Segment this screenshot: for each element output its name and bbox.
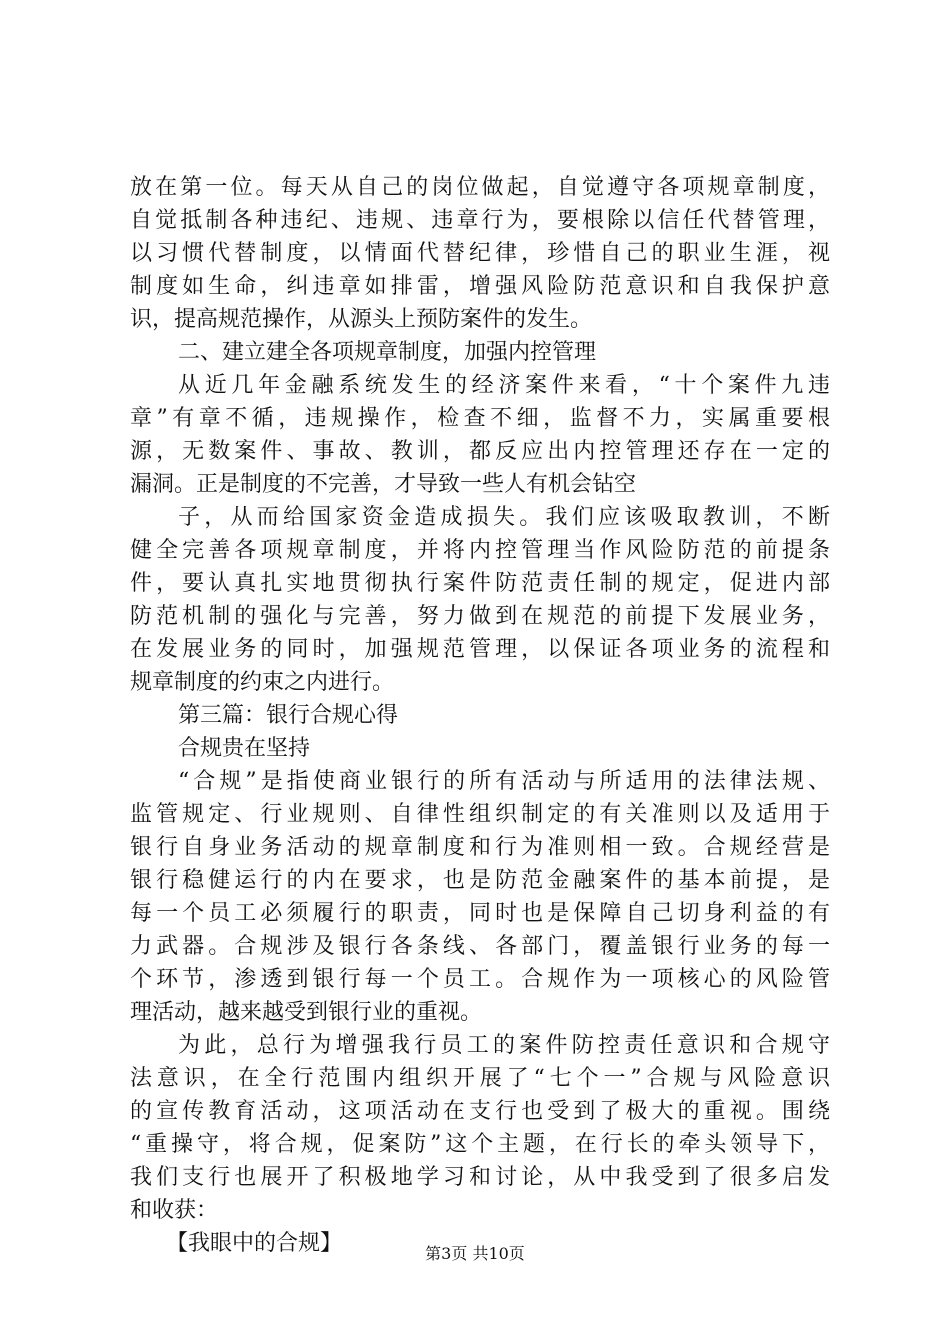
paragraph-line: 源，无数案件、事故、教训，都反应出内控管理还存在一定的	[130, 439, 830, 464]
page-number: 第3页 共10页	[425, 1244, 525, 1263]
paragraph-line: 自觉抵制各种违纪、违规、违章行为，要根除以信任代替管理，	[130, 208, 830, 233]
paragraph-line: 防范机制的强化与完善，努力做到在规范的前提下发展业务，	[130, 604, 830, 629]
paragraph-line: 和收获：	[130, 1198, 219, 1223]
paragraph-line: 个环节，渗透到银行每一个员工。合规作为一项核心的风险管	[130, 967, 830, 992]
paragraph-line: “合规”是指使商业银行的所有活动与所适用的法律法规、	[178, 769, 830, 794]
paragraph-line: 理活动，越来越受到银行业的重视。	[130, 1000, 483, 1025]
paragraph-line: 的宣传教育活动，这项活动在支行也受到了极大的重视。围绕	[130, 1099, 830, 1124]
paragraph-line: 放在第一位。每天从自己的岗位做起，自觉遵守各项规章制度，	[130, 175, 830, 200]
paragraph-line: 力武器。合规涉及银行各条线、各部门，覆盖银行业务的每一	[130, 934, 830, 959]
paragraph-line: 法意识，在全行范围内组织开展了“七个一”合规与风险意识	[130, 1066, 830, 1091]
paragraph-line: 子，从而给国家资金造成损失。我们应该吸取教训，不断	[178, 505, 830, 530]
paragraph-line: 制度如生命，纠违章如排雷，增强风险防范意识和自我保护意	[130, 274, 830, 299]
paragraph-line: 健全完善各项规章制度，并将内控管理当作风险防范的前提条	[130, 538, 830, 563]
chapter-title: 第三篇：银行合规心得	[178, 703, 399, 728]
document-body	[130, 171, 830, 1260]
paragraph-line: 银行稳健运行的内在要求，也是防范金融案件的基本前提，是	[130, 868, 830, 893]
paragraph-line: 规章制度的约束之内进行。	[130, 670, 395, 695]
paragraph-line: 银行自身业务活动的规章制度和行为准则相一致。合规经营是	[130, 835, 830, 860]
paragraph-line: 从近几年金融系统发生的经济案件来看，“十个案件九违	[178, 373, 830, 398]
paragraph-line: 在发展业务的同时，加强规范管理，以保证各项业务的流程和	[130, 637, 830, 662]
paragraph-line: 每一个员工必须履行的职责，同时也是保障自己切身利益的有	[130, 901, 830, 926]
paragraph-line: 监管规定、行业规则、自律性组织制定的有关准则以及适用于	[130, 802, 830, 827]
paragraph-line: 件，要认真扎实地贯彻执行案件防范责任制的规定，促进内部	[130, 571, 830, 596]
paragraph-line: “重操守，将合规，促案防”这个主题，在行长的牵头领导下，	[130, 1132, 830, 1157]
paragraph-line: 漏洞。正是制度的不完善，才导致一些人有机会钻空	[130, 472, 637, 497]
subsection-heading: 【我眼中的合规】	[166, 1231, 343, 1256]
paragraph-line: 识，提高规范操作，从源头上预防案件的发生。	[130, 307, 593, 332]
paragraph-line: 为此，总行为增强我行员工的案件防控责任意识和合规守	[178, 1033, 830, 1058]
article-title: 合规贵在坚持	[178, 736, 311, 761]
paragraph-line: 我们支行也展开了积极地学习和讨论，从中我受到了很多启发	[130, 1165, 830, 1190]
paragraph-line: 以习惯代替制度，以情面代替纪律，珍惜自己的职业生涯，视	[130, 241, 830, 266]
paragraph-line: 章”有章不循，违规操作，检查不细，监督不力，实属重要根	[130, 406, 830, 431]
section-heading: 二、建立建全各项规章制度，加强内控管理	[178, 340, 597, 365]
